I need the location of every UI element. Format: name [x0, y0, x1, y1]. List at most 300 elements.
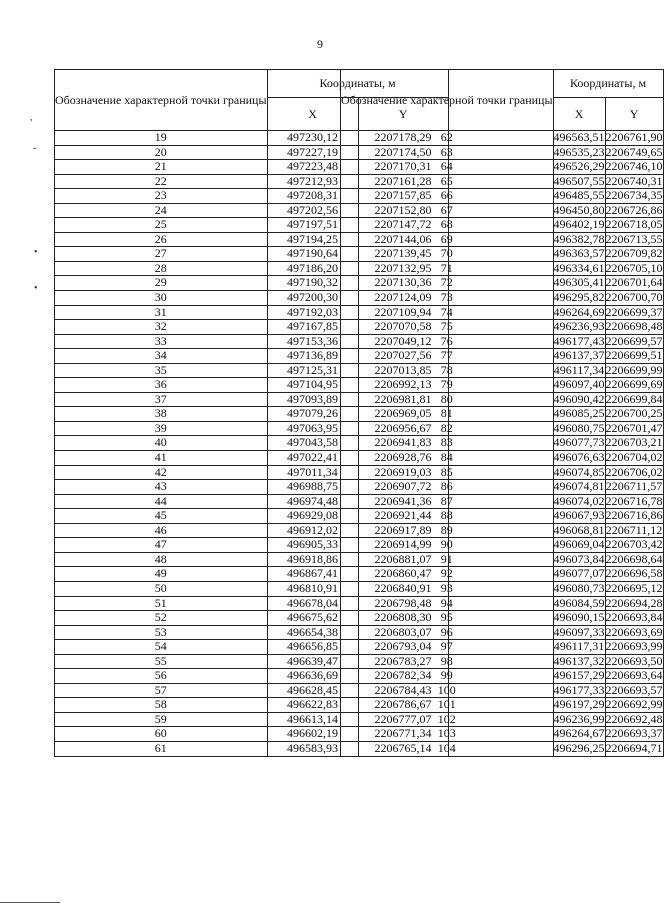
y-coordinate: 2206700,70	[605, 290, 663, 305]
table-row	[341, 145, 664, 160]
y-coordinate: 2206698,48	[605, 319, 663, 334]
x-coordinate: 496117,34	[553, 362, 605, 377]
y-coordinate: 2206969,05	[358, 407, 448, 422]
x-coordinate: 497167,85	[267, 320, 358, 335]
y-coordinate: 2206694,71	[605, 740, 663, 755]
table-row	[341, 698, 664, 713]
x-coordinate: 496583,93	[267, 741, 358, 756]
x-coordinate: 497223,48	[267, 160, 358, 175]
y-coordinate: 2207049,12	[358, 334, 448, 349]
x-coordinate: 496074,02	[553, 493, 605, 508]
y-coordinate: 2206956,67	[358, 421, 448, 436]
table-row	[341, 276, 664, 291]
y-coordinate: 2207178,29	[358, 131, 448, 146]
y-coordinate: 2206694,28	[605, 595, 663, 610]
y-coordinate: 2207174,50	[358, 145, 448, 160]
point-number: 27	[55, 247, 268, 262]
y-coordinate: 2206699,99	[605, 362, 663, 377]
x-coordinate: 496402,19	[553, 217, 605, 232]
table-row	[341, 407, 664, 422]
point-number: 69	[341, 232, 554, 247]
point-number: 47	[55, 538, 268, 553]
x-coordinate: 497093,89	[267, 392, 358, 407]
x-coordinate: 496236,93	[553, 319, 605, 334]
y-coordinate: 2206881,07	[358, 552, 448, 567]
y-coordinate: 2206699,37	[605, 304, 663, 319]
y-coordinate: 2206693,99	[605, 639, 663, 654]
y-coordinate: 2206777,07	[358, 712, 448, 727]
x-coordinate: 497104,95	[267, 378, 358, 393]
x-coordinate: 496137,37	[553, 348, 605, 363]
table-row	[341, 334, 664, 349]
point-number: 96	[341, 625, 554, 640]
y-coordinate: 2206771,34	[358, 727, 448, 742]
y-coordinate: 2206716,86	[605, 508, 663, 523]
x-coordinate: 496157,29	[553, 668, 605, 683]
table-row	[341, 523, 664, 538]
y-coordinate: 2206711,12	[605, 522, 663, 537]
table-row	[341, 363, 664, 378]
point-number: 83	[341, 436, 554, 451]
point-number: 62	[341, 131, 554, 146]
table-row	[341, 712, 664, 727]
point-number: 84	[341, 451, 554, 466]
y-coordinate: 2206699,51	[605, 348, 663, 363]
point-number: 49	[55, 567, 268, 582]
x-coordinate: 496090,15	[553, 610, 605, 625]
point-number: 82	[341, 421, 554, 436]
y-coordinate: 2206711,57	[605, 479, 663, 494]
point-number: 43	[55, 480, 268, 495]
y-coordinate: 2206992,13	[358, 378, 448, 393]
x-coordinate: 497063,95	[267, 421, 358, 436]
point-number: 97	[341, 640, 554, 655]
point-number: 98	[341, 654, 554, 669]
table-row	[341, 421, 664, 436]
point-number: 32	[55, 320, 268, 335]
x-coordinate: 496363,57	[553, 246, 605, 261]
point-number: 90	[341, 538, 554, 553]
y-coordinate: 2206696,58	[605, 566, 663, 581]
y-coordinate: 2206699,84	[605, 391, 663, 406]
header-y: Y	[358, 98, 448, 131]
point-number: 46	[55, 523, 268, 538]
x-coordinate: 496526,29	[553, 159, 605, 174]
point-number: 65	[341, 174, 554, 189]
y-coordinate: 2206713,55	[605, 231, 663, 246]
header-designation: Обозначение характерной точки границы	[55, 70, 268, 131]
x-coordinate: 496069,04	[553, 537, 605, 552]
x-coordinate: 497212,93	[267, 174, 358, 189]
header-coordinates: Координаты, м	[553, 70, 663, 98]
scan-mark: -	[33, 143, 37, 154]
coordinates-table-right	[340, 69, 664, 757]
table-row	[341, 189, 664, 204]
point-number: 20	[55, 145, 268, 160]
point-number: 34	[55, 349, 268, 364]
table-row	[341, 581, 664, 596]
y-coordinate: 2206798,48	[358, 596, 448, 611]
x-coordinate: 496918,86	[267, 552, 358, 567]
point-number: 38	[55, 407, 268, 422]
table-row	[341, 291, 664, 306]
y-coordinate: 2207144,06	[358, 232, 448, 247]
point-number: 71	[341, 261, 554, 276]
x-coordinate: 496084,59	[553, 595, 605, 610]
y-coordinate: 2206793,04	[358, 640, 448, 655]
x-coordinate: 496177,43	[553, 333, 605, 348]
point-number: 57	[55, 683, 268, 698]
point-number: 45	[55, 509, 268, 524]
point-number: 29	[55, 276, 268, 291]
x-coordinate: 496305,41	[553, 275, 605, 290]
y-coordinate: 2207161,28	[358, 174, 448, 189]
y-coordinate: 2206941,83	[358, 436, 448, 451]
x-coordinate: 496068,81	[553, 522, 605, 537]
point-number: 100	[341, 683, 554, 698]
table-row	[341, 218, 664, 233]
x-coordinate: 496905,33	[267, 538, 358, 553]
x-coordinate: 496602,19	[267, 727, 358, 742]
x-coordinate: 496675,62	[267, 611, 358, 626]
table-row	[341, 683, 664, 698]
y-coordinate: 2207013,85	[358, 363, 448, 378]
table-row	[341, 247, 664, 262]
y-coordinate: 2206740,31	[605, 173, 663, 188]
x-coordinate: 497125,31	[267, 363, 358, 378]
x-coordinate: 496654,38	[267, 625, 358, 640]
x-coordinate: 496507,55	[553, 173, 605, 188]
point-number: 39	[55, 421, 268, 436]
point-number: 86	[341, 480, 554, 495]
x-coordinate: 496628,45	[267, 683, 358, 698]
table-row	[341, 480, 664, 495]
point-number: 37	[55, 392, 268, 407]
table-row	[341, 160, 664, 175]
page-edge-line	[0, 902, 60, 903]
table-row	[341, 741, 664, 756]
point-number: 31	[55, 305, 268, 320]
x-coordinate: 496450,80	[553, 202, 605, 217]
table-row	[341, 436, 664, 451]
table-row	[341, 174, 664, 189]
page-number: 9	[317, 37, 323, 51]
x-coordinate: 496334,61	[553, 260, 605, 275]
y-coordinate: 2207147,72	[358, 218, 448, 233]
point-number: 60	[55, 727, 268, 742]
x-coordinate: 497202,56	[267, 203, 358, 218]
point-number: 36	[55, 378, 268, 393]
y-coordinate: 2207139,45	[358, 247, 448, 262]
table-row	[341, 378, 664, 393]
x-coordinate: 496636,69	[267, 669, 358, 684]
x-coordinate: 497011,34	[267, 465, 358, 480]
x-coordinate: 496296,25	[553, 740, 605, 755]
table-body-right	[341, 131, 664, 757]
table-row	[341, 596, 664, 611]
point-number: 94	[341, 596, 554, 611]
x-coordinate: 496264,69	[553, 304, 605, 319]
x-coordinate: 497194,25	[267, 232, 358, 247]
y-coordinate: 2206693,69	[605, 624, 663, 639]
x-coordinate: 497186,20	[267, 261, 358, 276]
point-number: 24	[55, 203, 268, 218]
point-number: 80	[341, 392, 554, 407]
y-coordinate: 2206803,07	[358, 625, 448, 640]
x-coordinate: 496074,81	[553, 479, 605, 494]
x-coordinate: 496097,33	[553, 624, 605, 639]
x-coordinate: 496295,82	[553, 290, 605, 305]
x-coordinate: 497190,64	[267, 247, 358, 262]
point-number: 42	[55, 465, 268, 480]
point-number: 55	[55, 654, 268, 669]
point-number: 89	[341, 523, 554, 538]
y-coordinate: 2206705,10	[605, 260, 663, 275]
table-row	[341, 320, 664, 335]
x-coordinate: 497136,89	[267, 349, 358, 364]
table-row	[341, 509, 664, 524]
x-coordinate: 496197,29	[553, 697, 605, 712]
y-coordinate: 2206784,43	[358, 683, 448, 698]
point-number: 76	[341, 334, 554, 349]
point-number: 102	[341, 712, 554, 727]
table-row	[341, 567, 664, 582]
point-number: 52	[55, 611, 268, 626]
x-coordinate: 496177,33	[553, 682, 605, 697]
y-coordinate: 2207152,80	[358, 203, 448, 218]
point-number: 30	[55, 291, 268, 306]
point-number: 72	[341, 276, 554, 291]
point-number: 85	[341, 465, 554, 480]
point-number: 44	[55, 494, 268, 509]
y-coordinate: 2206761,90	[605, 130, 663, 144]
point-number: 99	[341, 669, 554, 684]
header-x: X	[553, 98, 605, 131]
x-coordinate: 496639,47	[267, 654, 358, 669]
y-coordinate: 2206765,14	[358, 741, 448, 756]
y-coordinate: 2206782,34	[358, 669, 448, 684]
x-coordinate: 496929,08	[267, 509, 358, 524]
header-x: X	[267, 98, 358, 131]
header-y: Y	[605, 98, 663, 131]
point-number: 33	[55, 334, 268, 349]
y-coordinate: 2206709,82	[605, 246, 663, 261]
point-number: 81	[341, 407, 554, 422]
point-number: 88	[341, 509, 554, 524]
y-coordinate: 2206700,25	[605, 406, 663, 421]
point-number: 68	[341, 218, 554, 233]
y-coordinate: 2207130,36	[358, 276, 448, 291]
y-coordinate: 2207109,94	[358, 305, 448, 320]
y-coordinate: 2207157,85	[358, 189, 448, 204]
x-coordinate: 496678,04	[267, 596, 358, 611]
y-coordinate: 2206703,21	[605, 435, 663, 450]
point-number: 79	[341, 378, 554, 393]
x-coordinate: 496067,93	[553, 508, 605, 523]
x-coordinate: 497043,58	[267, 436, 358, 451]
point-number: 70	[341, 247, 554, 262]
point-number: 87	[341, 494, 554, 509]
y-coordinate: 2206704,02	[605, 450, 663, 465]
header-coordinates: Координаты, м	[267, 70, 448, 98]
y-coordinate: 2206701,64	[605, 275, 663, 290]
x-coordinate: 496867,41	[267, 567, 358, 582]
y-coordinate: 2206914,99	[358, 538, 448, 553]
scan-mark: •	[34, 283, 38, 294]
x-coordinate: 497022,41	[267, 451, 358, 466]
table-row	[341, 654, 664, 669]
x-coordinate: 496382,78	[553, 231, 605, 246]
x-coordinate: 496810,91	[267, 581, 358, 596]
y-coordinate: 2206695,12	[605, 580, 663, 595]
y-coordinate: 2206718,05	[605, 217, 663, 232]
point-number: 41	[55, 451, 268, 466]
table-row	[341, 494, 664, 509]
x-coordinate: 496074,85	[553, 464, 605, 479]
point-number: 74	[341, 305, 554, 320]
point-number: 75	[341, 320, 554, 335]
point-number: 50	[55, 581, 268, 596]
point-number: 63	[341, 145, 554, 160]
x-coordinate: 497197,51	[267, 218, 358, 233]
point-number: 58	[55, 698, 268, 713]
y-coordinate: 2206840,91	[358, 581, 448, 596]
point-number: 104	[341, 741, 554, 756]
table-row	[341, 552, 664, 567]
y-coordinate: 2206693,57	[605, 682, 663, 697]
x-coordinate: 496656,85	[267, 640, 358, 655]
point-number: 59	[55, 712, 268, 727]
table-row	[341, 131, 664, 146]
y-coordinate: 2206716,78	[605, 493, 663, 508]
point-number: 56	[55, 669, 268, 684]
y-coordinate: 2207070,58	[358, 320, 448, 335]
y-coordinate: 2206698,64	[605, 551, 663, 566]
y-coordinate: 2206693,64	[605, 668, 663, 683]
y-coordinate: 2206726,86	[605, 202, 663, 217]
x-coordinate: 497153,36	[267, 334, 358, 349]
table-row	[341, 203, 664, 218]
x-coordinate: 496117,31	[553, 639, 605, 654]
y-coordinate: 2206699,69	[605, 377, 663, 392]
table-row	[341, 669, 664, 684]
y-coordinate: 2206941,36	[358, 494, 448, 509]
x-coordinate: 496912,02	[267, 523, 358, 538]
y-coordinate: 2206693,50	[605, 653, 663, 668]
table-row	[341, 640, 664, 655]
header-designation: Обозначение характерной точки границы	[341, 70, 554, 131]
y-coordinate: 2206701,47	[605, 420, 663, 435]
y-coordinate: 2206919,03	[358, 465, 448, 480]
x-coordinate: 497200,30	[267, 291, 358, 306]
x-coordinate: 496236,99	[553, 711, 605, 726]
x-coordinate: 496080,73	[553, 580, 605, 595]
x-coordinate: 496622,83	[267, 698, 358, 713]
y-coordinate: 2206808,30	[358, 611, 448, 626]
point-number: 78	[341, 363, 554, 378]
x-coordinate: 496077,07	[553, 566, 605, 581]
x-coordinate: 496264,67	[553, 726, 605, 741]
point-number: 95	[341, 611, 554, 626]
table-row	[341, 465, 664, 480]
scan-mark: ,	[30, 112, 33, 123]
x-coordinate: 496077,73	[553, 435, 605, 450]
point-number: 40	[55, 436, 268, 451]
x-coordinate: 496137,32	[553, 653, 605, 668]
x-coordinate: 497208,31	[267, 189, 358, 204]
x-coordinate: 497079,26	[267, 407, 358, 422]
table-row	[341, 727, 664, 742]
point-number: 53	[55, 625, 268, 640]
point-number: 35	[55, 363, 268, 378]
x-coordinate: 497227,19	[267, 145, 358, 160]
y-coordinate: 2206693,84	[605, 610, 663, 625]
point-number: 93	[341, 581, 554, 596]
point-number: 91	[341, 552, 554, 567]
x-coordinate: 496097,40	[553, 377, 605, 392]
table-row	[341, 305, 664, 320]
table-row	[341, 261, 664, 276]
point-number: 21	[55, 160, 268, 175]
x-coordinate: 496085,25	[553, 406, 605, 421]
x-coordinate: 496535,23	[553, 144, 605, 159]
x-coordinate: 496988,75	[267, 480, 358, 495]
x-coordinate: 497230,12	[267, 131, 358, 146]
y-coordinate: 2206981,81	[358, 392, 448, 407]
point-number: 61	[55, 741, 268, 756]
y-coordinate: 2206917,89	[358, 523, 448, 538]
y-coordinate: 2206746,10	[605, 159, 663, 174]
y-coordinate: 2207124,09	[358, 291, 448, 306]
point-number: 25	[55, 218, 268, 233]
x-coordinate: 496076,63	[553, 450, 605, 465]
y-coordinate: 2206699,57	[605, 333, 663, 348]
x-coordinate: 496073,84	[553, 551, 605, 566]
x-coordinate: 497192,03	[267, 305, 358, 320]
table-row	[341, 232, 664, 247]
y-coordinate: 2207027,56	[358, 349, 448, 364]
y-coordinate: 2206692,99	[605, 697, 663, 712]
x-coordinate: 496090,42	[553, 391, 605, 406]
table-row	[341, 451, 664, 466]
point-number: 103	[341, 727, 554, 742]
y-coordinate: 2206734,35	[605, 188, 663, 203]
y-coordinate: 2206860,47	[358, 567, 448, 582]
point-number: 67	[341, 203, 554, 218]
table-row	[341, 625, 664, 640]
table-row	[341, 611, 664, 626]
point-number: 51	[55, 596, 268, 611]
point-number: 66	[341, 189, 554, 204]
table-row	[341, 349, 664, 364]
x-coordinate: 496613,14	[267, 712, 358, 727]
x-coordinate: 496974,48	[267, 494, 358, 509]
x-coordinate: 496563,51	[553, 130, 605, 144]
table-row	[341, 392, 664, 407]
point-number: 77	[341, 349, 554, 364]
point-number: 73	[341, 291, 554, 306]
y-coordinate: 2206749,65	[605, 144, 663, 159]
point-number: 92	[341, 567, 554, 582]
point-number: 28	[55, 261, 268, 276]
y-coordinate: 2206921,44	[358, 509, 448, 524]
y-coordinate: 2206706,02	[605, 464, 663, 479]
x-coordinate: 496485,55	[553, 188, 605, 203]
y-coordinate: 2206928,76	[358, 451, 448, 466]
x-coordinate: 496080,75	[553, 420, 605, 435]
point-number: 101	[341, 698, 554, 713]
point-number: 64	[341, 160, 554, 175]
